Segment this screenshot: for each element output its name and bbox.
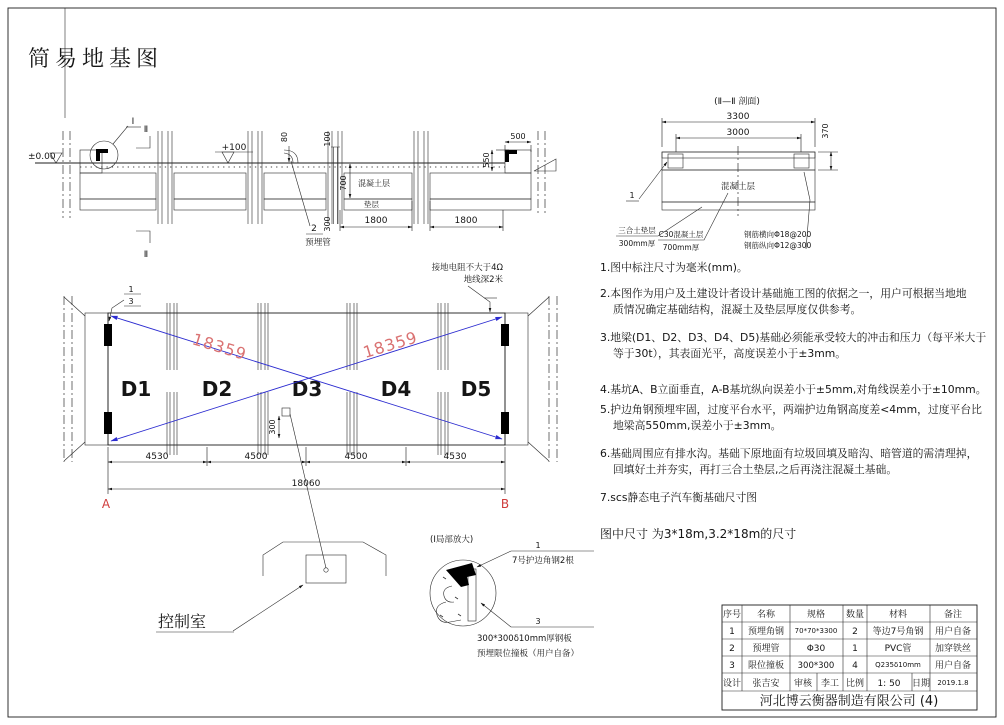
col-header: 规格 (806, 610, 826, 620)
detail-i-title: (Ⅰ局部放大) (430, 535, 474, 545)
svg-text:Q235δ10mm: Q235δ10mm (875, 661, 921, 669)
svg-text:4530: 4530 (443, 452, 467, 462)
svg-text:审核: 审核 (793, 679, 813, 689)
svg-text:1: 1 (729, 627, 735, 637)
table-row (729, 625, 971, 637)
deck-label-d5: D5 (460, 377, 492, 401)
edge-angle-steel-right (505, 150, 517, 162)
svg-text:比例: 比例 (845, 679, 865, 689)
deck-label-d3: D3 (291, 377, 323, 401)
section-ii-view (616, 95, 838, 252)
col-header: 数量 (845, 610, 865, 620)
diagonal-dim-left: 18359 (190, 329, 250, 364)
detail-leader-1 (477, 541, 594, 567)
size-note: 图中尺寸 为3*18m,3.2*18m的尺寸 (600, 527, 797, 541)
svg-text:1: 1 (535, 541, 541, 550)
diagonal-dim-right: 18359 (360, 327, 420, 362)
svg-text:接地电阻不大于4Ω: 接地电阻不大于4Ω (431, 263, 503, 273)
svg-text:1: 50: 1: 50 (877, 679, 901, 689)
angle-anchor-right (794, 154, 809, 168)
title-block-table (722, 605, 977, 710)
svg-text:4: 4 (852, 661, 858, 671)
svg-text:三合土垫层: 三合土垫层 (618, 226, 656, 235)
company-name: 河北博云衡器制造有限公司 (4) (759, 694, 939, 709)
svg-text:300*300δ10mm厚钢板: 300*300δ10mm厚钢板 (477, 634, 572, 644)
deck-label-d4: D4 (380, 377, 412, 401)
svg-text:C30混凝土层: C30混凝土层 (658, 230, 704, 239)
svg-text:限位撞板: 限位撞板 (747, 661, 785, 671)
longitudinal-section-view (28, 117, 556, 260)
svg-text:Ⅱ: Ⅱ (143, 125, 149, 135)
dim-3300: 3300 (726, 112, 750, 122)
svg-text:加穿铁丝: 加穿铁丝 (934, 644, 972, 654)
corner-label-a: A (101, 497, 111, 511)
svg-text:300*300: 300*300 (797, 661, 835, 671)
svg-text:700mm厚: 700mm厚 (662, 243, 700, 252)
svg-text:4500: 4500 (344, 452, 368, 462)
svg-text:设计: 设计 (722, 679, 742, 689)
plan-leader-1-3 (109, 285, 141, 321)
table-row (729, 659, 971, 671)
svg-text:3: 3 (729, 661, 735, 671)
svg-text:预埋管: 预埋管 (752, 644, 780, 654)
pipe-item-no: 2 (311, 224, 317, 234)
level-plus100 (215, 143, 253, 163)
col-header: 序号 (722, 610, 742, 620)
note-line: 2.本图作为用户及土建设计者设计基础施工图的依据之一，用户可根据当地地 (600, 287, 967, 300)
svg-text:18060: 18060 (291, 479, 321, 489)
detail-i-view (430, 534, 594, 659)
page-title: 简易地基图 (28, 47, 164, 72)
svg-text:2: 2 (729, 644, 735, 654)
svg-text:PVC管: PVC管 (884, 644, 912, 654)
table-footer (723, 677, 969, 689)
note-line: 等于30t），其表面光平，高度误差小于±3mm。 (613, 347, 847, 360)
concrete-layer-label: 混凝土层 (358, 179, 390, 188)
junction-box (306, 555, 346, 583)
deck-label-d2: D2 (201, 377, 233, 401)
section-cut-II (136, 125, 150, 260)
detail-leader-3 (477, 603, 594, 659)
dim-3000: 3000 (726, 128, 750, 138)
edge-angle-detail (446, 563, 476, 587)
svg-text:预埋限位撞板（用户自备）: 预埋限位撞板（用户自备） (477, 649, 580, 659)
stop-plate (468, 569, 476, 621)
svg-text:70*70*3300: 70*70*3300 (794, 627, 838, 635)
svg-text:300: 300 (268, 419, 277, 435)
pipe-label: 预埋管 (305, 238, 331, 248)
svg-text:3: 3 (535, 617, 541, 626)
svg-text:4500: 4500 (244, 452, 268, 462)
note-line: 6.基础周围应有排水沟。基础下原地面有垃圾回填及暗沟、暗管道的需清理掉， (600, 447, 978, 460)
note-line: 1.图中标注尺寸为毫米(mm)。 (600, 261, 748, 274)
svg-text:1: 1 (852, 644, 858, 654)
plan-dimensions (108, 447, 505, 494)
level-zero-label: ±0.00 (28, 152, 56, 162)
detail-marker-label: Ⅰ (131, 117, 135, 127)
plan-view (64, 262, 557, 568)
detail-circle-I (90, 141, 118, 169)
note-line: 回填好土并夯实，再打三合土垫层,之后再浇注混凝土基础。 (613, 463, 898, 476)
svg-text:1800: 1800 (454, 216, 478, 226)
note-line: 4.基坑A、B立面垂直，A-B基坑纵向误差小于±5mm,对角线误差小于±10mm。 (600, 383, 987, 396)
svg-text:李工: 李工 (820, 679, 840, 689)
col-header: 材料 (888, 610, 908, 620)
note-line: 5.护边角钢预埋牢固，过度平台水平，两端护边角钢高度差<4mm，过度平台比 (600, 403, 982, 416)
section-ii-item1: 1 (629, 191, 635, 200)
dim-300: 300 (323, 216, 332, 232)
dim-370: 370 (821, 123, 830, 139)
notes-block (600, 260, 987, 541)
svg-text:7号护边角钢2根: 7号护边角钢2根 (512, 556, 574, 566)
note-line: 3.地梁(D1、D2、D3、D4、D5)基础必须能承受较大的冲击和压力（每平米大于 (600, 331, 987, 344)
foundation-slabs (80, 173, 531, 210)
svg-text:2: 2 (852, 627, 858, 637)
control-room (156, 542, 386, 632)
dim-550: 550 (482, 152, 491, 168)
svg-text:1: 1 (128, 285, 134, 294)
svg-text:1800: 1800 (364, 216, 388, 226)
dim-80: 80 (280, 131, 289, 143)
svg-text:用户自备: 用户自备 (934, 661, 972, 671)
table-row (729, 642, 971, 654)
note-line: 质情况确定基础结构，混凝土及垫层厚度仅供参考。 (613, 303, 862, 316)
svg-text:Ⅱ: Ⅱ (143, 250, 149, 260)
svg-text:日期: 日期 (911, 679, 931, 689)
svg-text:用户自备: 用户自备 (934, 627, 972, 637)
dim-500: 500 (510, 132, 526, 141)
control-room-label: 控制室 (158, 612, 207, 631)
corner-label-b: B (500, 497, 510, 511)
svg-text:+100: +100 (221, 143, 247, 153)
section-ii-title: (Ⅱ—Ⅱ 剖面) (714, 97, 760, 107)
cushion-layer-label: 垫层 (364, 200, 379, 209)
cushion-leader (616, 207, 702, 248)
svg-text:Φ30: Φ30 (806, 644, 826, 654)
note-line: 7.scs静态电子汽车衡基础尺寸图 (600, 491, 758, 504)
grounding-note (432, 262, 504, 312)
deck-label-d1: D1 (120, 377, 152, 401)
angle-anchor-left (668, 154, 683, 168)
col-header: 名称 (756, 610, 776, 620)
dim-700: 700 (339, 175, 348, 191)
svg-text:3: 3 (128, 297, 134, 306)
section-ii-concrete-label: 混凝土层 (720, 182, 756, 192)
svg-text:张吉安: 张吉安 (752, 679, 780, 689)
dim-100: 100 (323, 131, 332, 147)
svg-text:300mm厚: 300mm厚 (618, 239, 656, 248)
svg-text:钢筋横向Φ18@200: 钢筋横向Φ18@200 (744, 230, 812, 239)
svg-text:钢筋纵向Φ12@300: 钢筋纵向Φ12@300 (744, 241, 812, 250)
svg-text:2019.1.8: 2019.1.8 (937, 679, 969, 687)
svg-text:4530: 4530 (145, 452, 169, 462)
note-line: 地梁高550mm,误差小于±3mm。 (613, 419, 782, 432)
svg-text:地线深2米: 地线深2米 (463, 275, 503, 285)
svg-text:预埋角钢: 预埋角钢 (747, 627, 785, 637)
svg-text:等边7号角钢: 等边7号角钢 (872, 627, 924, 637)
col-header: 备注 (943, 610, 963, 620)
